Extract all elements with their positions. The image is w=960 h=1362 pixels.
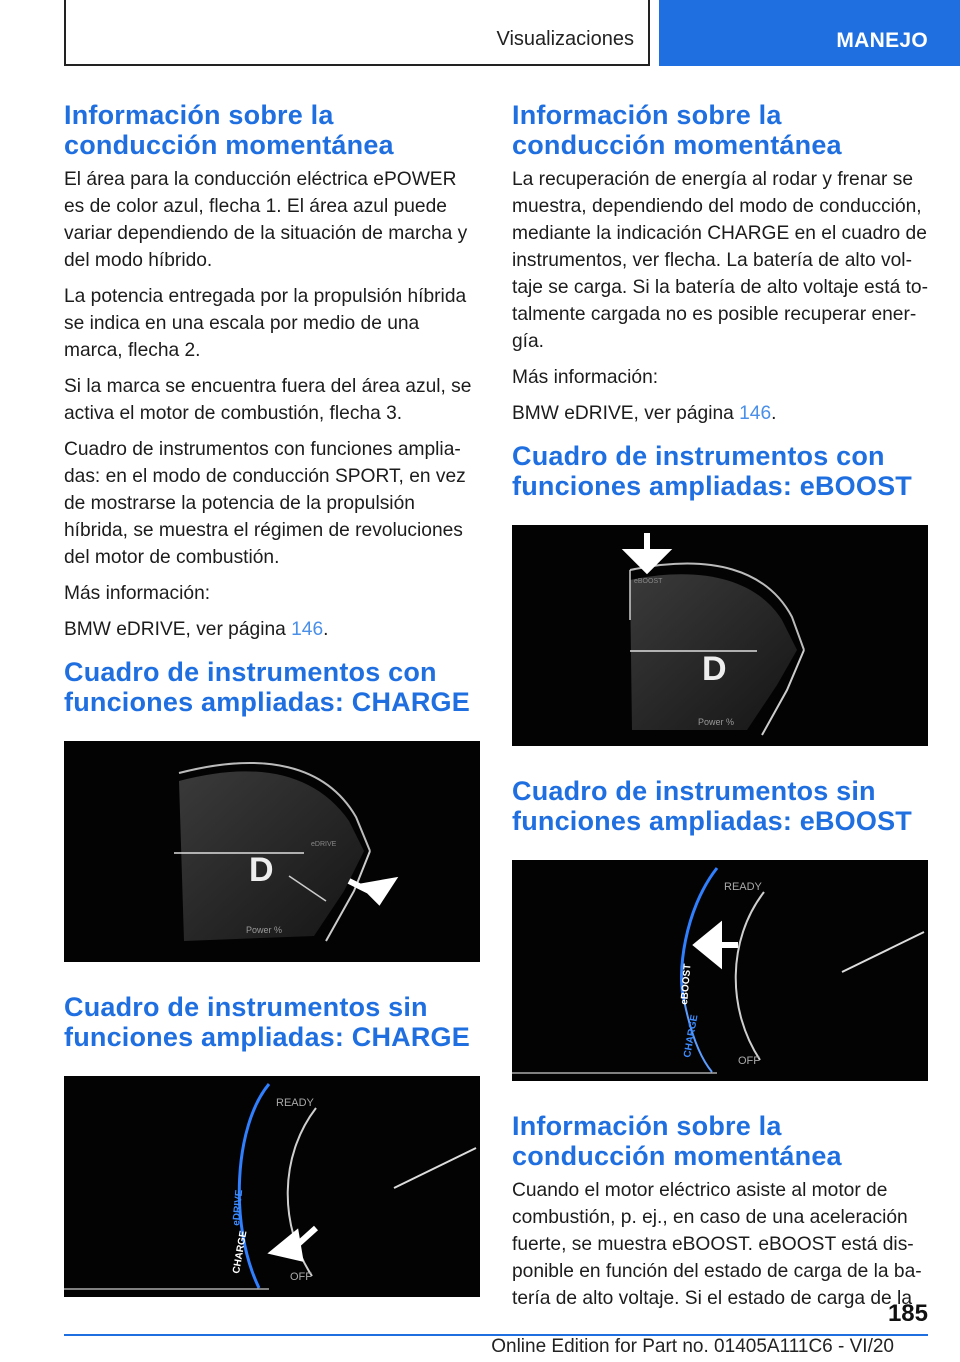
paragraph-more-info: Más información: <box>512 367 659 388</box>
gear-indicator: D <box>702 650 727 688</box>
page-link[interactable]: 146 <box>291 619 324 640</box>
reference-line: BMW eDRIVE, ver página 146. <box>64 619 329 640</box>
eboost-label: eBOOST <box>634 578 663 585</box>
heading-driving-info: Información sobre la conducción momentánea <box>64 100 394 160</box>
section-title: Visualizaciones <box>496 28 634 50</box>
ready-label: READY <box>276 1097 314 1109</box>
instrument-cluster-graphic <box>512 525 928 746</box>
paragraph: La recuperación de energía al rodar y frenar se muestra, dependiendo del modo de conducción, mediante la indicación CHARGE en el cuadro de instrumentos, ver flecha. La batería de alto voltaje se carga. Si la batería de alto voltaje está totalmente cargada no es posible recuperar energía. <box>512 169 928 352</box>
power-label: Power % <box>698 717 735 727</box>
page-number: 185 <box>887 1300 928 1327</box>
charge-label: CHARGE <box>682 1013 701 1059</box>
right-column <box>512 100 930 1321</box>
charge-label: CHARGE <box>231 1229 250 1275</box>
off-label: OFF <box>738 1055 760 1067</box>
heading-driving-info: Información sobre la conducción momentánea <box>512 100 842 160</box>
instrument-cluster-graphic <box>64 1076 480 1297</box>
paragraph: Si la marca se encuentra fuera del área azul, se activa el motor de combustión, flecha 3. <box>64 376 472 424</box>
gear-indicator: D <box>249 851 274 889</box>
heading-eboost-extended: Cuadro de instrumentos con funciones ampliadas: eBOOST <box>512 441 912 501</box>
arrow-icon <box>274 1228 316 1258</box>
arrow-icon <box>697 927 738 963</box>
page-header <box>0 0 960 66</box>
figure-eboost-extended <box>512 525 928 746</box>
instrument-cluster-graphic <box>512 860 928 1081</box>
off-label: OFF <box>290 1271 312 1283</box>
reference-line: BMW eDRIVE, ver página 146. <box>512 403 777 424</box>
edition-text: Online Edition for Part no. 01405A111C6 - VI/20 <box>491 1336 894 1357</box>
ready-label: READY <box>724 881 762 893</box>
heading-driving-info-2: Información sobre la conducción momentánea <box>512 1111 842 1171</box>
arrow-icon <box>349 881 392 901</box>
chapter-tab <box>659 0 960 66</box>
heading-eboost-basic: Cuadro de instrumentos sin funciones ampliadas: eBOOST <box>512 776 912 836</box>
section-tab <box>64 0 650 66</box>
paragraph: Cuando el motor eléctrico asiste al motor de combustión, p. ej., en caso de una aceleración fuerte, se muestra eBOOST. eBOOST está disponible en función del estado de carga de la batería de alto voltaje. Si el estado de carga de la <box>512 1180 922 1309</box>
instrument-cluster-graphic <box>64 741 480 962</box>
paragraph: El área para la conducción eléctrica ePOWER es de color azul, flecha 1. El área azul puede variar dependiendo de la situación de marcha y del modo híbrido. <box>64 169 468 271</box>
chapter-title: MANEJO <box>836 29 928 52</box>
heading-charge-basic: Cuadro de instrumentos sin funciones ampliadas: CHARGE <box>64 992 470 1052</box>
page-link[interactable]: 146 <box>739 403 772 424</box>
paragraph: La potencia entregada por la propulsión híbrida se indica en una escala por medio de una marca, flecha 2. <box>64 286 467 361</box>
power-label: Power % <box>246 925 283 935</box>
edrive-label: eDRIVE <box>231 1189 246 1227</box>
figure-eboost-basic <box>512 860 928 1081</box>
paragraph-more-info: Más información: <box>64 583 211 604</box>
figure-charge-extended <box>64 741 480 962</box>
heading-charge-extended: Cuadro de instrumentos con funciones ampliadas: CHARGE <box>64 657 470 717</box>
figure-charge-basic <box>64 1076 480 1297</box>
eboost-label: eBOOST <box>679 963 694 1006</box>
edrive-label: eDRIVE <box>311 841 337 848</box>
left-column <box>64 100 482 1297</box>
paragraph: Cuadro de instrumentos con funciones ampliadas: en el modo de conducción SPORT, en vez de mostrarse la potencia de la propulsión híbrida, se muestra el régimen de revoluciones del motor de combustión. <box>64 439 466 568</box>
